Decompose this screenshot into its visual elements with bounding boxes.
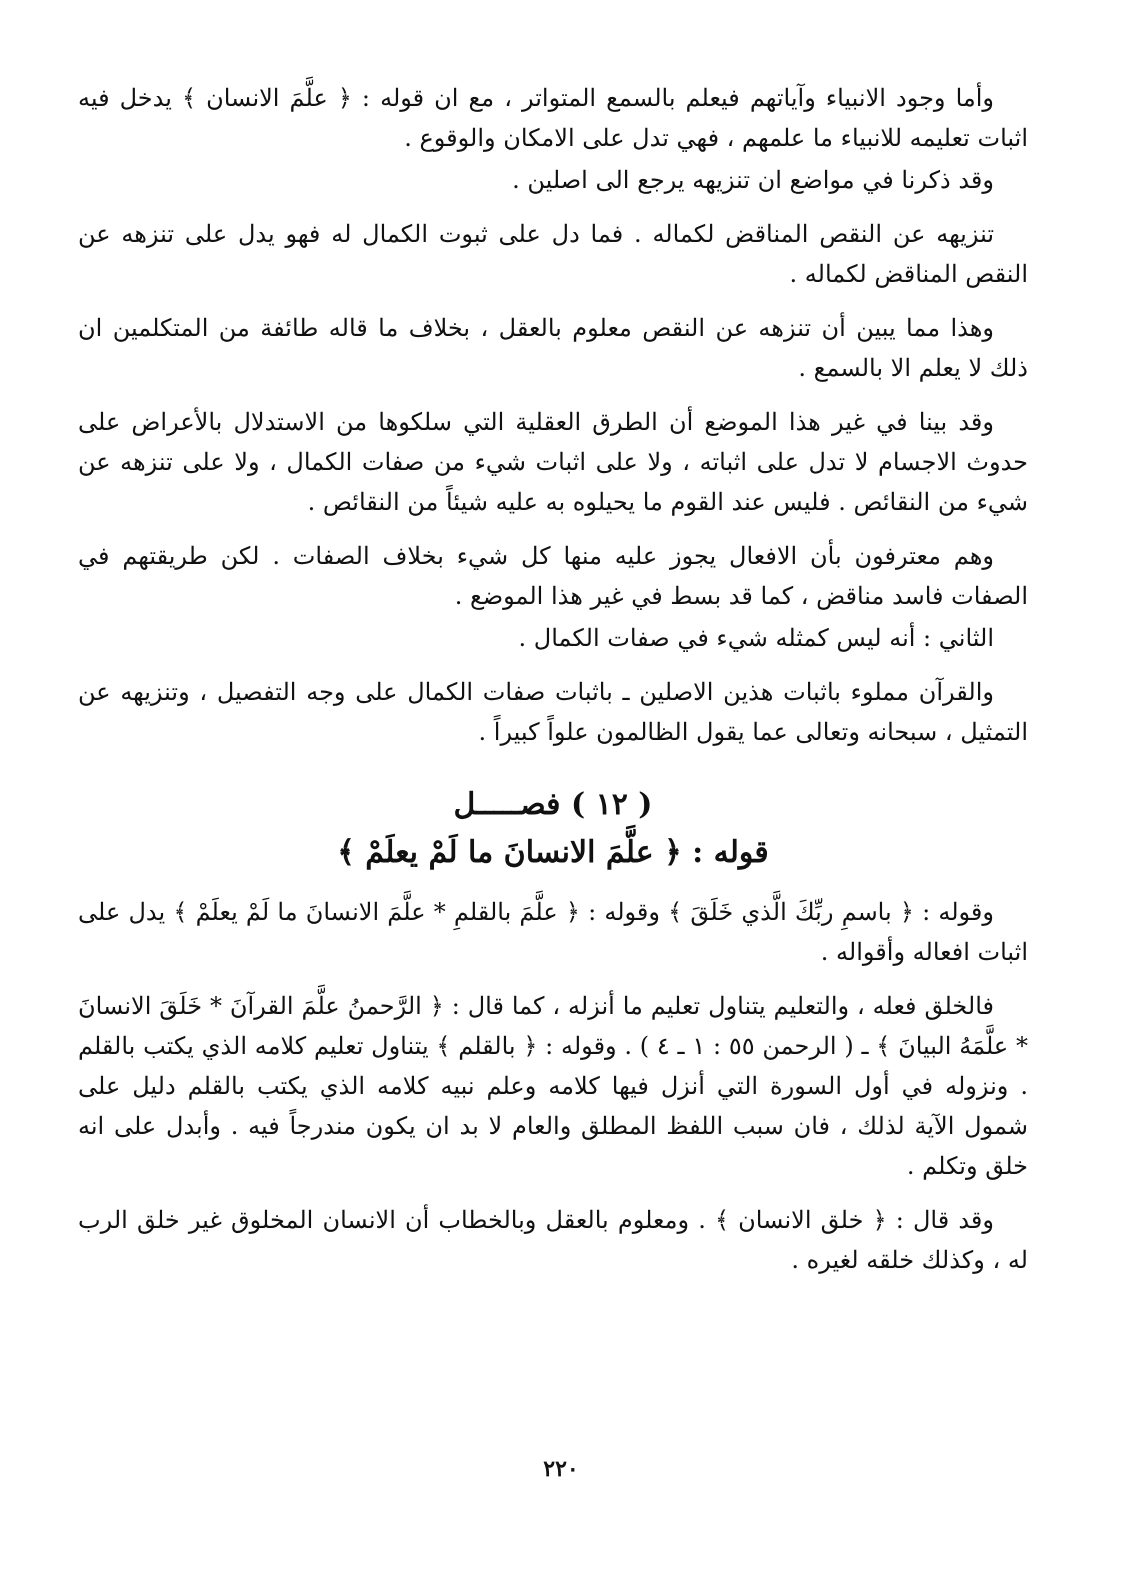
paragraph-10: فالخلق فعله ، والتعليم يتناول تعليم ما أنزله ، كما قال : ﴿ الرَّحمنُ علَّمَ القرآنَ * خَلَقَ الانسانَ * علَّمَهُ البيانَ ﴾ ـ ( الرحمن ٥٥ : ١ ـ ٤ ) . وقوله : ﴿ بالقلم ﴾ يتناول تعليم كلامه الذي يكتب بالقلم . ونزوله في أول السورة التي أنزل فيها كلامه وعلم نبيه كلامه الذي يكتب بالقلم دليل على شمول الآية لذلك ، فان سبب اللفظ المطلق والعام لا بد ان يكون مندرجاً فيه . وأبدل على انه خلق وتكلم . — [78, 992, 1028, 1180]
page-number: ٢٢٠ — [543, 1456, 579, 1482]
section-subtitle: قوله : ﴿ علَّمَ الانسانَ ما لَمْ يعلَمْ ﴾ — [337, 835, 769, 870]
paragraph-1: وأما وجود الانبياء وآياتهم فيعلم بالسمع المتواتر ، مع ان قوله : ﴿ علَّمَ الانسان ﴾ يدخل فيه اثبات تعليمه للانبياء ما علمهم ، فهي تدل على الامكان والوقوع . — [78, 84, 1028, 152]
paragraph-7: الثاني : أنه ليس كمثله شيء في صفات الكمال . — [518, 624, 994, 652]
paragraph-3: تنزيهه عن النقص المناقض لكماله . فما دل على ثبوت الكمال له فهو يدل على تنزهه عن النقص المناقض لكماله . — [78, 220, 1028, 288]
page-body — [78, 78, 1028, 1294]
paragraph-9: وقوله : ﴿ باسمِ ربِّكَ الَّذي خَلَقَ ﴾ وقوله : ﴿ علَّمَ بالقلمِ * علَّمَ الانسانَ ما لَمْ يعلَمْ ﴾ يدل على اثبات افعاله وأقواله . — [78, 898, 1028, 966]
section-heading: ( ١٢ ) فصـــــل — [453, 787, 653, 822]
paragraph-2: وقد ذكرنا في مواضع ان تنزيهه يرجع الى اصلين . — [512, 166, 994, 194]
paragraph-11: وقد قال : ﴿ خلق الانسان ﴾ . ومعلوم بالعقل وبالخطاب أن الانسان المخلوق غير خلق الرب له ، وكذلك خلقه لغيره . — [78, 1206, 1028, 1274]
paragraph-8: والقرآن مملوء باثبات هذين الاصلين ـ باثبات صفات الكمال على وجه التفصيل ، وتنزيهه عن التمثيل ، سبحانه وتعالى عما يقول الظالمون علواً كبيراً . — [78, 678, 1028, 746]
paragraph-6: وهم معترفون بأن الافعال يجوز عليه منها كل شيء بخلاف الصفات . لكن طريقتهم في الصفات فاسد مناقض ، كما قد بسط في غير هذا الموضع . — [78, 542, 1028, 610]
paragraph-5: وقد بينا في غير هذا الموضع أن الطرق العقلية التي سلكوها من الاستدلال بالأعراض على حدوث الاجسام لا تدل على اثباته ، ولا على اثبات شيء من صفات الكمال ، ولا على تنزهه عن شيء من النقائص . فليس عند القوم ما يحيلوه به عليه شيئاً من النقائص . — [78, 408, 1029, 516]
paragraph-4: وهذا مما يبين أن تنزهه عن النقص معلوم بالعقل ، بخلاف ما قاله طائفة من المتكلمين ان ذلك لا يعلم الا بالسمع . — [78, 314, 1028, 382]
